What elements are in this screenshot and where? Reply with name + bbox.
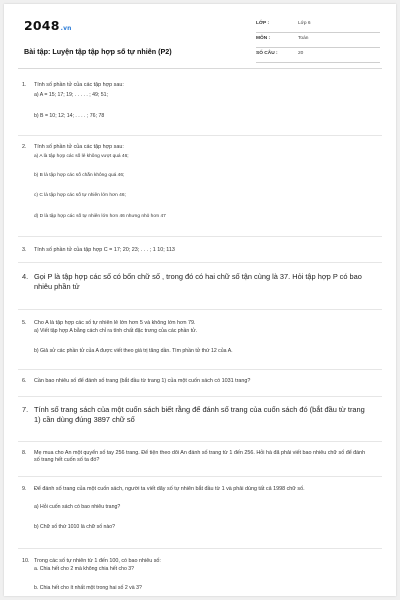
page-title: Bài tập: Luyện tập tập hợp số tự nhiên (P2): [24, 47, 172, 56]
meta-row-count: SỐ CÂU : 20: [256, 48, 380, 63]
question-divider: [18, 135, 382, 136]
question-divider: [18, 548, 382, 549]
question-divider: [18, 441, 382, 442]
question-divider: [18, 236, 382, 237]
question-divider: [18, 309, 382, 310]
worksheet-header: [18, 14, 384, 66]
question-divider: [18, 396, 382, 397]
question-divider: [18, 476, 382, 477]
question-divider: [18, 369, 382, 370]
header-divider: [18, 68, 382, 69]
meta-row-subject: MÔN : Toán: [256, 33, 380, 48]
meta-row-class: LỚP : Lớp 6: [256, 18, 380, 33]
site-logo[interactable]: 2048.vn: [24, 18, 72, 33]
question-divider: [18, 262, 382, 263]
worksheet-page: 2048.vn Bài tập: Luyện tập tập hợp số tự nhiên (P2) LỚP : Lớp 6 MÔN : Toán SỐ CÂU : 20 1. Tính số phần tử của các tập hợp sau: a) A = 15; 17; 19; . . . . . ; 49; 51; b) B = 10; 12; 14; . . . . ; 76; 78 2. Tính số phần tử của các tập hợp sau: a) A là tập hợp các số lẻ không vượt quá 46; b) B là tập hợp các số chẵn không quá 46; c) C là tập hợp các số tự nhiên lớn hơn 46; d) D là tập hợp các số tự nhiên lớn hơn 46 nhưng nhỏ hơn 47 3. Tính số phần tử của tập hợp C = 17; 20; 23; . . . ; 1 10; 113 4. Gọi P là tập hợp các số có bốn chữ số , trong đó có hai chữ số tận cùng là 37. Hỏi tập hợp P có bao nhiêu phần tử 5. Cho A là tập hợp các số tự nhiên lẻ lớn hơn 5 và không lớn hơn 79. a) Viết tập hợp A bằng cách chỉ ra tính chất đặc trưng của các phần tử. b) Giả sử các phần tử của A được viết theo giá trị tăng dần. Tìm phần tử thứ 12 của A. 6. Cần bao nhiêu số để đánh số trang (bắt đầu từ trang 1) của một cuốn sách có 1031 trang? 7. Tính số trang sách của một cuốn sách biết rằng để đánh số trang của cuốn sách đó (bắt đầu từ trang 1) cần dùng đúng 3897 chữ số 8. Mẹ mua cho An một quyển số tay 256 trang. Để tiện theo dõi An đánh số trang từ 1 đến 256. Hỏi hà đã phải viết bao nhiêu chữ số để đánh số trang hết cuốn số ta đó? 9. Để đánh số trang của một cuốn sách, người ta viết dãy số tự nhiên bắt đầu từ 1 và phải dùng tất cả 1998 chữ số. a) Hỏi cuốn sách có bao nhiêu trang? b) Chữ số thứ 1010 là chữ số nào? 10. Trong các số tự nhiên từ 1 đến 100, có bao nhiêu số: a. Chia hết cho 2 mà không chia hết cho 3? b. Chia hết cho ít nhất một trong hai số 2 và 3?: [4, 4, 396, 596]
meta-table: [256, 18, 380, 63]
